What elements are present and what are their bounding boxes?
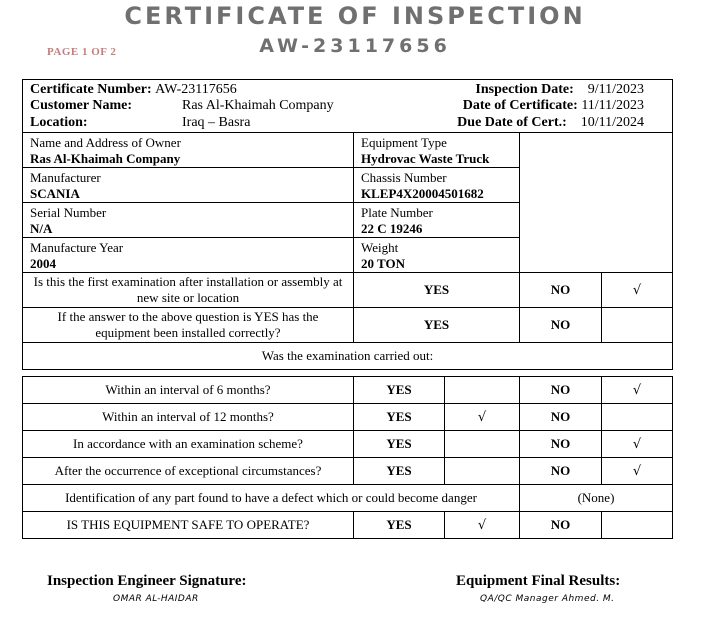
manufacturer-label: Manufacturer <box>30 170 101 185</box>
date-of-certificate-label: Date of Certificate: <box>462 98 578 113</box>
first-exam-no-tick: √ <box>602 273 673 308</box>
location: Iraq – Basra <box>182 115 251 130</box>
customer-name: Ras Al-Khaimah Company <box>182 98 334 113</box>
installed-correctly-question <box>23 308 354 343</box>
exceptional-question: After the occurrence of exceptional circumstances? <box>23 458 354 485</box>
first-exam-row <box>23 273 673 308</box>
safe-no-tick <box>602 512 673 539</box>
due-date-label: Due Date of Cert.: <box>457 115 567 130</box>
first-exam-question: Is this the first examination after installation or assembly at new site or location <box>23 273 354 308</box>
owner-value: Ras Al-Khaimah Company <box>30 151 181 166</box>
due-date: 10/11/2024 <box>580 115 645 130</box>
defect-question: Identification of any part found to have a defect which or could become danger <box>23 485 520 512</box>
serial-label: Serial Number <box>30 205 107 220</box>
certificate-code-heading: AW-23117656 <box>259 35 451 57</box>
equipment-type-value: Hydrovac Waste Truck <box>361 151 490 166</box>
exam-scheme-yes-tick <box>445 431 520 458</box>
final-results-signature: QA/QC Manager Ahmed. M. <box>480 594 615 604</box>
chassis-label: Chassis Number <box>361 170 447 185</box>
manufacturer-value: SCANIA <box>30 186 80 201</box>
interval-12-row <box>23 404 673 431</box>
interval-12-question: Within an interval of 12 months? <box>23 404 354 431</box>
interval-6-no-tick: √ <box>602 377 673 404</box>
installed-correctly-no: NO <box>520 308 602 343</box>
owner-cell <box>23 133 354 168</box>
interval-6-yes-tick <box>445 377 520 404</box>
customer-name-label: Customer Name: <box>30 98 132 113</box>
serial-value: N/A <box>30 221 53 236</box>
installed-correctly-yes: YES <box>354 308 520 343</box>
plate-label: Plate Number <box>361 205 433 220</box>
weight-label: Weight <box>361 240 399 255</box>
safe-row <box>23 512 673 539</box>
chassis-value: KLEP4X20004501682 <box>361 186 484 201</box>
blank-cell <box>520 133 673 273</box>
owner-label: Name and Address of Owner <box>30 135 181 150</box>
defect-result: (None) <box>520 485 673 512</box>
engineer-signature-label: Inspection Engineer Signature: <box>47 573 247 589</box>
carried-out-heading: Was the examination carried out: <box>23 343 673 370</box>
engineer-signature: OMAR AL-HAIDAR <box>113 594 199 604</box>
interval-12-no: NO <box>520 404 602 431</box>
exam-scheme-row <box>23 431 673 458</box>
plate-value: 22 C 19246 <box>361 221 423 236</box>
location-label: Location: <box>30 115 88 130</box>
inspection-date-label: Inspection Date: <box>475 82 574 97</box>
final-results-label: Equipment Final Results: <box>456 573 621 589</box>
equipment-type-cell <box>354 133 520 168</box>
equipment-type-label: Equipment Type <box>361 135 447 150</box>
interval-6-yes: YES <box>354 377 445 404</box>
first-exam-no: NO <box>520 273 602 308</box>
certificate-title: CERTIFICATE OF INSPECTION <box>124 2 586 30</box>
exam-scheme-no: NO <box>520 431 602 458</box>
interval-table <box>22 376 673 539</box>
safe-no: NO <box>520 512 602 539</box>
page-label: PAGE 1 OF 2 <box>47 46 117 58</box>
exceptional-no-tick: √ <box>602 458 673 485</box>
certificate-number-label: Certificate Number: <box>30 82 152 97</box>
exceptional-yes: YES <box>354 458 445 485</box>
interval-6-no: NO <box>520 377 602 404</box>
serial-cell <box>23 203 354 238</box>
interval-12-yes-tick: √ <box>445 404 520 431</box>
safe-yes: YES <box>354 512 445 539</box>
interval-12-yes: YES <box>354 404 445 431</box>
inspection-table <box>22 79 673 370</box>
weight-cell <box>354 238 520 273</box>
exam-scheme-no-tick: √ <box>602 431 673 458</box>
exceptional-no: NO <box>520 458 602 485</box>
exceptional-yes-tick <box>445 458 520 485</box>
exam-scheme-yes: YES <box>354 431 445 458</box>
owner-row <box>23 133 673 168</box>
installed-correctly-row <box>23 308 673 343</box>
defect-row <box>23 485 673 512</box>
year-cell <box>23 238 354 273</box>
interval-12-no-tick <box>602 404 673 431</box>
manufacturer-cell <box>23 168 354 203</box>
installed-correctly-no-tick <box>602 308 673 343</box>
first-exam-yes: YES <box>354 273 520 308</box>
chassis-cell <box>354 168 520 203</box>
summary-row <box>23 80 673 133</box>
inspection-date: 9/11/2023 <box>587 82 645 97</box>
carried-out-row <box>23 343 673 370</box>
installed-correctly-text: If the answer to the above question is YES has the equipment been installed correctly? <box>57 309 319 340</box>
exam-scheme-question: In accordance with an examination scheme? <box>23 431 354 458</box>
certificate-number: AW-23117656 <box>155 82 237 97</box>
interval-6-row <box>23 377 673 404</box>
interval-6-question: Within an interval of 6 months? <box>23 377 354 404</box>
safe-question: IS THIS EQUIPMENT SAFE TO OPERATE? <box>23 512 354 539</box>
year-label: Manufacture Year <box>30 240 124 255</box>
plate-cell <box>354 203 520 238</box>
year-value: 2004 <box>30 256 56 271</box>
weight-value: 20 TON <box>361 256 405 271</box>
exceptional-row <box>23 458 673 485</box>
date-of-certificate: 11/11/2023 <box>581 98 645 113</box>
safe-yes-tick: √ <box>445 512 520 539</box>
